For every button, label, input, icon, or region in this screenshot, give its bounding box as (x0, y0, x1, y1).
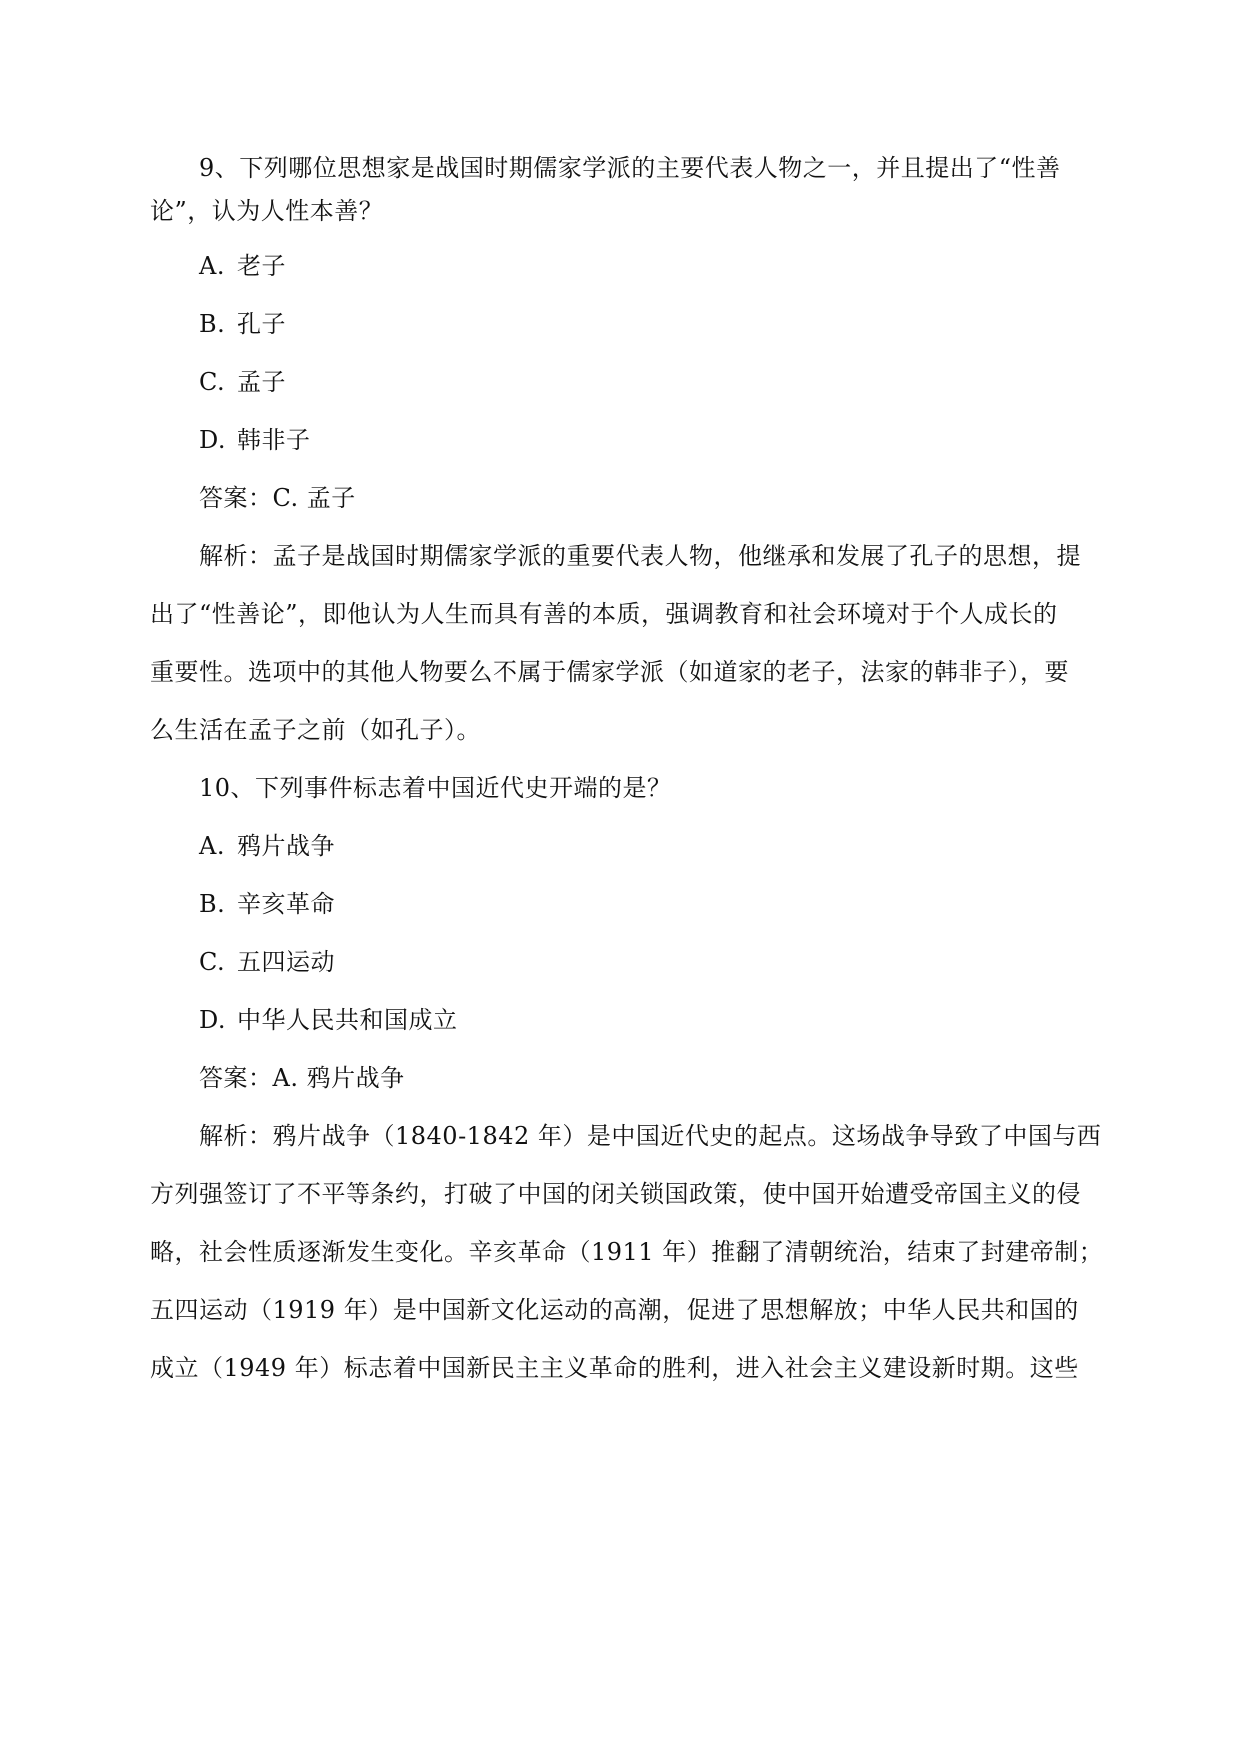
option-letter: B. (199, 310, 226, 338)
q9-explanation-line4: 么生活在孟子之前（如孔子）。 (150, 716, 481, 744)
option-text: 孟子 (237, 368, 286, 396)
q10-option-b (199, 887, 1139, 921)
q9-option-c (199, 365, 1139, 399)
q9-explanation-line1: 解析：孟子是战国时期儒家学派的重要代表人物，他继承和发展了孔子的思想，提 (199, 542, 1081, 570)
option-text: 孔子 (237, 310, 286, 338)
q9-explanation-line2: 出了“性善论”，即他认为人生而具有善的本质，强调教育和社会环境对于个人成长的 (150, 600, 1058, 628)
q10-option-c (199, 945, 1139, 979)
q10-option-a (199, 829, 1139, 863)
q9-option-d (199, 423, 1139, 457)
q10-explanation-line3: 略，社会性质逐渐发生变化。辛亥革命（1911 年）推翻了清朝统治，结束了封建帝制； (150, 1238, 1104, 1266)
q9-option-b (199, 307, 1139, 341)
q9-explanation-line3: 重要性。选项中的其他人物要么不属于儒家学派（如道家的老子，法家的韩非子），要 (150, 658, 1069, 686)
option-letter: D. (199, 426, 227, 454)
q9-answer: 答案：C. 孟子 (199, 484, 356, 512)
q9-question-line1: 9、下列哪位思想家是战国时期儒家学派的主要代表人物之一，并且提出了“性善 (199, 154, 1061, 182)
option-text: 辛亥革命 (237, 890, 335, 918)
option-text: 五四运动 (237, 948, 335, 976)
option-text: 鸦片战争 (237, 832, 335, 860)
option-text: 老子 (237, 252, 286, 280)
option-letter: A. (199, 832, 225, 860)
q10-explanation-line4: 五四运动（1919 年）是中国新文化运动的高潮，促进了思想解放；中华人民共和国的 (150, 1296, 1079, 1324)
option-text: 中华人民共和国成立 (237, 1006, 458, 1034)
option-letter: A. (199, 252, 225, 280)
option-letter: D. (199, 1006, 227, 1034)
option-text: 韩非子 (237, 426, 311, 454)
option-letter: B. (199, 890, 226, 918)
option-letter: C. (199, 368, 226, 396)
q9-option-a (199, 249, 1139, 283)
q10-option-d (199, 1003, 1139, 1037)
q9-question-line2: 论”，认为人性本善？ (150, 197, 384, 225)
q10-explanation-line2: 方列强签订了不平等条约，打破了中国的闭关锁国政策，使中国开始遭受帝国主义的侵 (150, 1180, 1081, 1208)
q10-question: 10、下列事件标志着中国近代史开端的是？ (199, 774, 672, 802)
option-letter: C. (199, 948, 226, 976)
q10-explanation-line5: 成立（1949 年）标志着中国新民主主义革命的胜利，进入社会主义建设新时期。这些 (150, 1354, 1079, 1382)
q10-answer: 答案：A. 鸦片战争 (199, 1064, 405, 1092)
q10-explanation-line1: 解析：鸦片战争（1840-1842 年）是中国近代史的起点。这场战争导致了中国与西 (199, 1122, 1102, 1150)
